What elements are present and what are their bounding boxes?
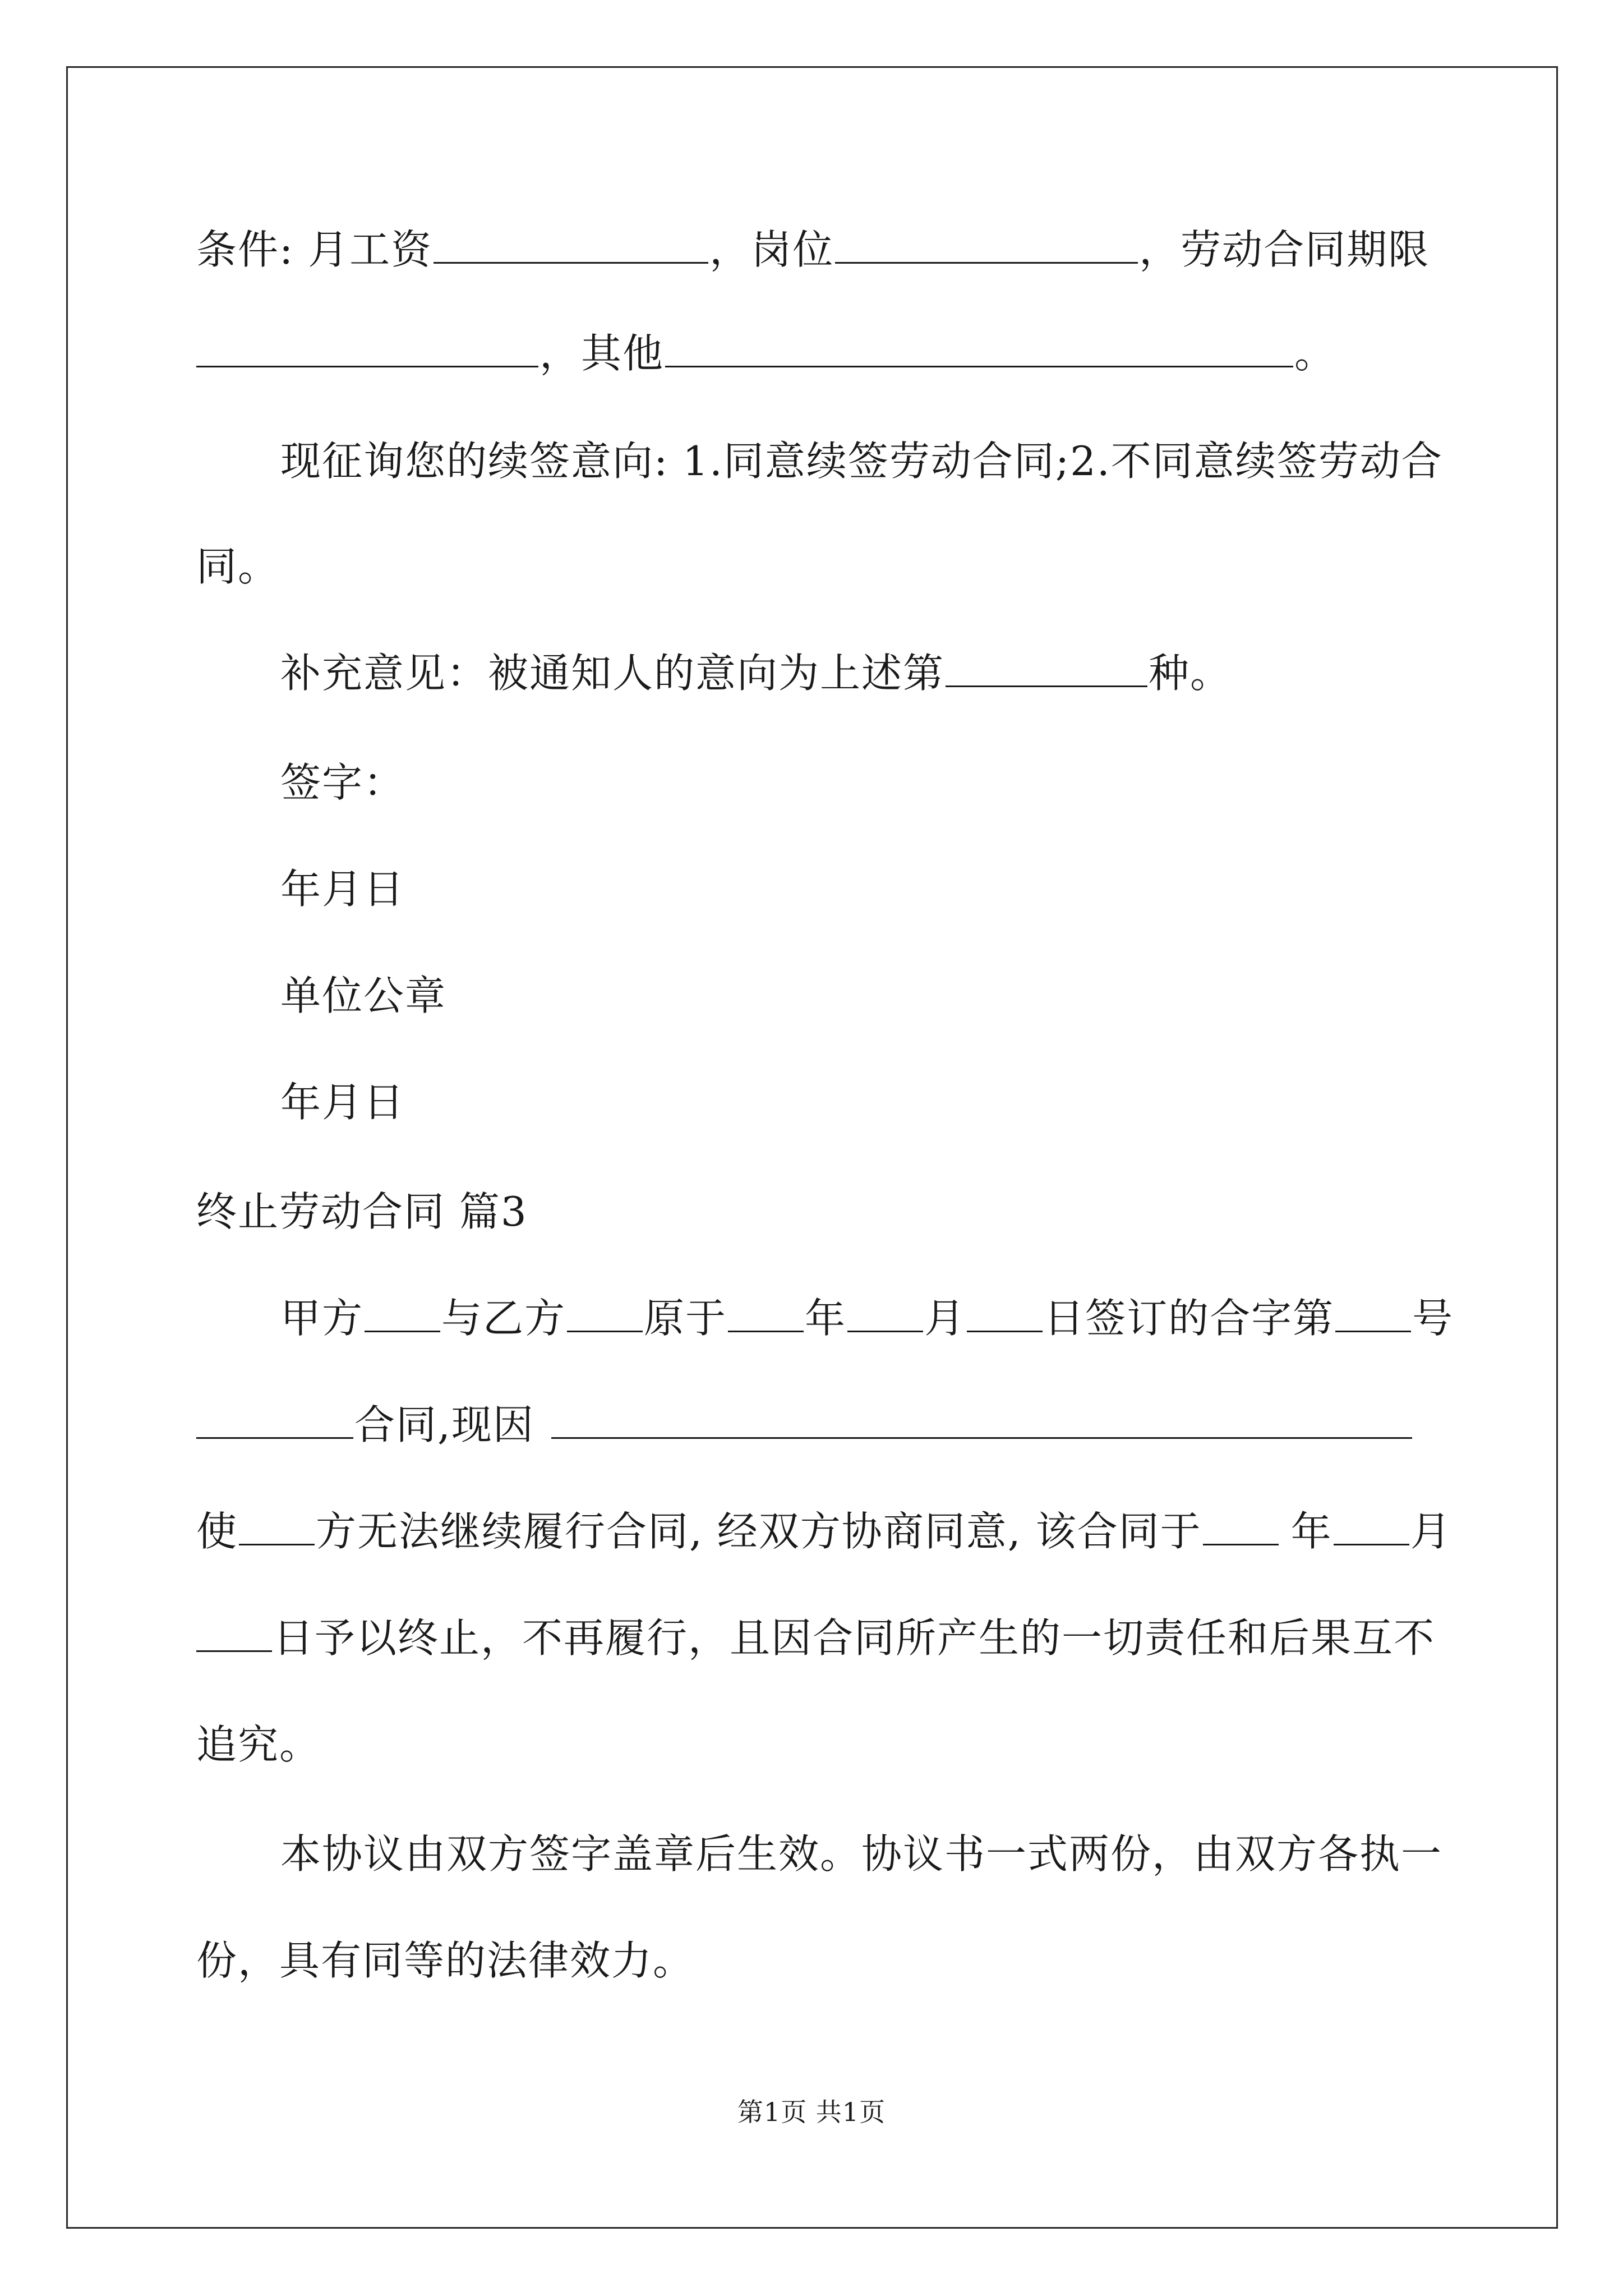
day-blank[interactable] — [967, 1296, 1043, 1332]
reason-blank[interactable] — [551, 1402, 1412, 1439]
text-end-month: 月 — [1410, 1508, 1452, 1555]
text-originally: 原于 — [644, 1295, 727, 1342]
contract-type-blank[interactable] — [196, 1402, 353, 1439]
effect-line: 本协议由双方签字盖章后生效。协议书一式两份，由双方各执一 — [280, 1830, 1443, 1878]
text-end-year: 年 — [1290, 1508, 1332, 1555]
month-blank[interactable] — [847, 1296, 923, 1332]
section-heading: 终止劳动合同 篇3 — [196, 1188, 528, 1235]
signature-label: 签字： — [280, 759, 405, 806]
end-month-blank[interactable] — [1334, 1509, 1409, 1545]
termination-line-cont — [196, 1610, 1435, 1666]
position-blank[interactable] — [835, 227, 1138, 264]
termination-end: 追究。 — [196, 1721, 321, 1768]
party-b-blank[interactable] — [567, 1296, 643, 1332]
date-label-2: 年月日 — [280, 1079, 405, 1126]
intent-line: 现征询您的续签意向: 1.同意续签劳动合同;2.不同意续签劳动合 — [280, 438, 1443, 485]
text-kind: 种。 — [1149, 650, 1232, 697]
termination-line — [196, 1503, 1452, 1559]
effect-line-cont: 份，具有同等的法律效力。 — [196, 1937, 695, 1984]
end-day-blank[interactable] — [196, 1616, 272, 1652]
text-contract-reason: 合同,现因 — [354, 1401, 534, 1448]
parties-line — [280, 1290, 1454, 1346]
text-period: 。 — [1294, 330, 1336, 377]
text-year: 年 — [805, 1295, 847, 1342]
text-termination: 日予以终止，不再履行，且因合同所产生的一切责任和后果互不 — [273, 1614, 1436, 1662]
text-number: 号 — [1412, 1295, 1454, 1342]
intent-line-cont: 同。 — [196, 543, 280, 590]
salary-line — [196, 222, 1436, 278]
text-signed: 日签订的合字第 — [1044, 1295, 1335, 1342]
text-term: ，劳动合同期限 — [1139, 226, 1430, 273]
text-month: 月 — [924, 1295, 966, 1342]
text-cause: 使 — [196, 1508, 238, 1555]
other-line — [196, 325, 1336, 381]
choice-blank[interactable] — [946, 651, 1147, 687]
text-party-b: 与乙方 — [441, 1295, 566, 1342]
supplement-line — [280, 645, 1232, 701]
text-supplement: 补充意见：被通知人的意向为上述第 — [280, 650, 945, 697]
end-year-blank[interactable] — [1203, 1509, 1279, 1545]
text-position: ，岗位 — [709, 226, 834, 273]
reason-line — [196, 1397, 1413, 1453]
text-other: ，其他 — [540, 330, 665, 377]
text-party-a: 甲方 — [280, 1295, 364, 1342]
year-blank[interactable] — [728, 1296, 804, 1332]
party-blank[interactable] — [239, 1509, 315, 1545]
term-blank[interactable] — [196, 331, 538, 367]
company-seal-label: 单位公章 — [280, 972, 447, 1019]
text-negotiation: 方无法继续履行合同, 经双方协商同意, 该合同于 — [316, 1508, 1202, 1555]
other-blank[interactable] — [665, 331, 1293, 367]
text-conditions: 条件: 月工资 — [196, 226, 433, 273]
page-border — [66, 66, 1558, 2229]
page-footer: 第1页 共1页 — [737, 2097, 886, 2127]
contract-number-blank[interactable] — [1335, 1296, 1411, 1332]
party-a-blank[interactable] — [365, 1296, 440, 1332]
salary-blank[interactable] — [434, 227, 708, 264]
date-label-1: 年月日 — [280, 866, 405, 913]
